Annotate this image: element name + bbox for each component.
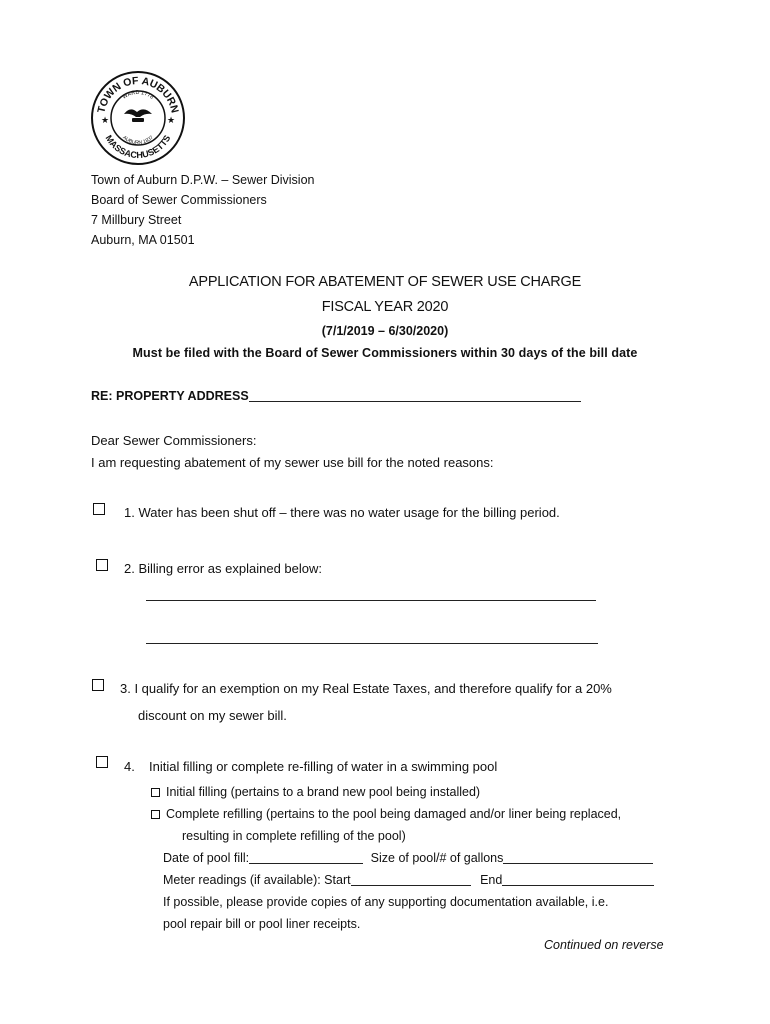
pool-complete-row	[151, 807, 621, 821]
property-address-field[interactable]	[249, 389, 581, 402]
pool-fill-date-field[interactable]	[249, 851, 363, 864]
option-4-label: Initial filling or complete re-filling of water in a swimming pool	[149, 759, 498, 774]
svg-text:★: ★	[101, 115, 110, 125]
document-title: APPLICATION FOR ABATEMENT OF SEWER USE CHARGE	[188, 274, 582, 290]
seal-ward-text: WARD 1778	[121, 89, 155, 101]
billing-error-line-2[interactable]	[146, 643, 598, 644]
seal-top-text: TOWN OF AUBURN	[95, 74, 181, 115]
continued-note: Continued on reverse	[544, 938, 664, 952]
meter-readings-row	[163, 873, 654, 887]
seal-est-text: AUBURN 1837	[121, 134, 155, 147]
option-2-checkbox[interactable]	[96, 559, 108, 571]
town-seal-graphic	[90, 70, 186, 166]
option-4-number: 4.	[124, 759, 135, 774]
property-address-row	[91, 389, 581, 403]
pool-initial-label: Initial filling (pertains to a brand new pool being installed)	[166, 785, 481, 799]
option-3-checkbox[interactable]	[92, 679, 104, 691]
meter-end-label: End	[480, 873, 503, 887]
pool-initial-checkbox[interactable]	[151, 788, 160, 797]
option-3-label-line-2: discount on my sewer bill.	[138, 708, 287, 723]
documentation-note-line-1: If possible, please provide copies of any supporting documentation available, i.e.	[163, 895, 609, 909]
pool-size-label: Size of pool/# of gallons	[370, 851, 504, 865]
pool-complete-label-line-2: resulting in complete refilling of the pool)	[182, 829, 406, 843]
option-3-label-line-1: 3. I qualify for an exemption on my Real Estate Taxes, and therefore qualify for a 20%	[120, 681, 612, 696]
address-line-2: Board of Sewer Commissioners	[91, 193, 267, 207]
sender-address	[91, 170, 315, 250]
pool-initial-row	[151, 785, 480, 799]
request-statement: I am requesting abatement of my sewer use bill for the noted reasons:	[91, 455, 494, 470]
meter-start-field[interactable]	[351, 873, 471, 886]
option-2-label: 2. Billing error as explained below:	[124, 561, 322, 576]
pool-complete-checkbox[interactable]	[151, 810, 160, 819]
seal-bottom-text: MASSACHUSETTS	[103, 133, 173, 161]
billing-error-line-1[interactable]	[146, 600, 596, 601]
address-line-3: 7 Millbury Street	[91, 213, 182, 227]
meter-end-field[interactable]	[502, 873, 654, 886]
documentation-note-line-2: pool repair bill or pool liner receipts.	[163, 917, 361, 931]
filing-deadline: Must be filed with the Board of Sewer Commissioners within 30 days of the bill date	[132, 346, 638, 360]
address-line-4: Auburn, MA 01501	[91, 233, 195, 247]
meter-start-label: Meter readings (if available): Start	[163, 873, 351, 887]
address-line-1: Town of Auburn D.P.W. – Sewer Division	[91, 173, 315, 187]
svg-text:AUBURN 1837	[121, 135, 154, 146]
svg-text:WARD 1778	[122, 90, 155, 101]
option-4-checkbox[interactable]	[96, 756, 108, 768]
town-seal	[90, 70, 186, 166]
fiscal-year: FISCAL YEAR 2020	[321, 299, 449, 315]
property-address-label: RE: PROPERTY ADDRESS	[91, 389, 249, 403]
salutation: Dear Sewer Commissioners:	[91, 433, 257, 448]
eagle-icon	[124, 109, 152, 122]
date-range: (7/1/2019 – 6/30/2020)	[321, 324, 449, 338]
pool-fill-date-label: Date of pool fill:	[163, 851, 250, 865]
option-1-label: 1. Water has been shut off – there was no water usage for the billing period.	[124, 505, 560, 520]
pool-complete-label: Complete refilling (pertains to the pool being damaged and/or liner being replaced,	[166, 807, 622, 821]
svg-text:★: ★	[167, 115, 176, 125]
pool-size-field[interactable]	[503, 851, 653, 864]
pool-fill-row	[163, 851, 653, 865]
option-1-checkbox[interactable]	[93, 503, 105, 515]
